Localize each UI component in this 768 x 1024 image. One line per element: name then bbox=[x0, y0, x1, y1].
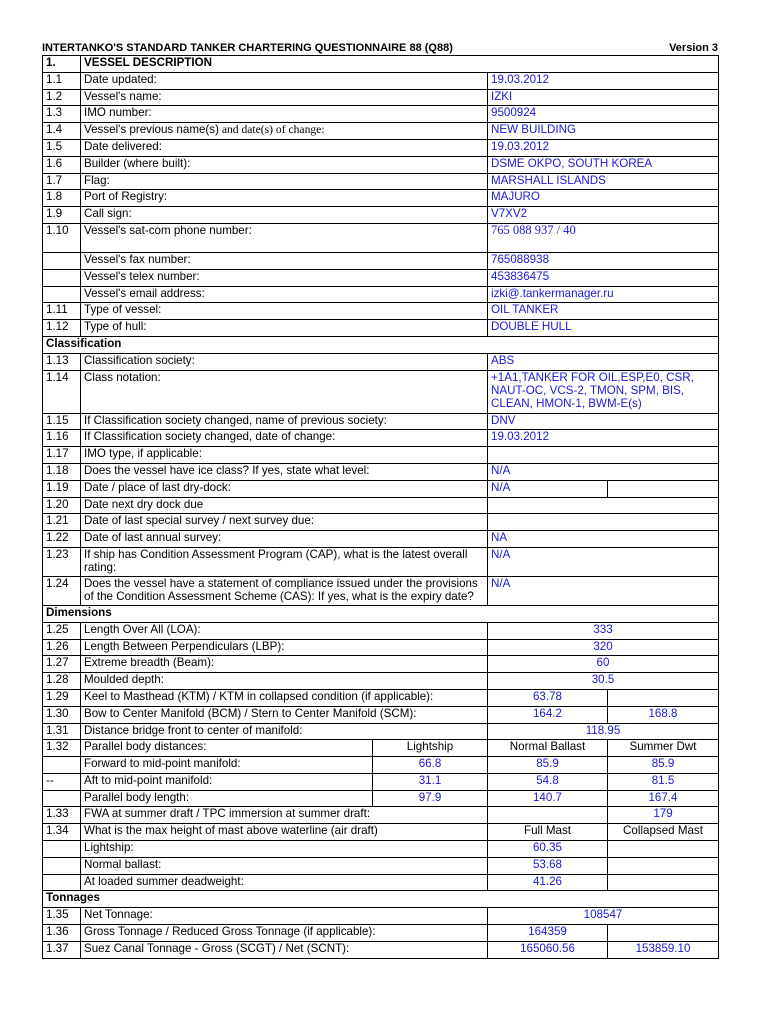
row-value: DNV bbox=[488, 413, 719, 430]
row-number: 1.8 bbox=[43, 190, 81, 207]
full-mast-value: 53.68 bbox=[488, 857, 608, 874]
table-row bbox=[43, 89, 719, 106]
table-row bbox=[43, 303, 719, 320]
row-value: N/A bbox=[488, 463, 719, 480]
row-value: +1A1,TANKER FOR OIL,ESP,E0, CSR, NAUT-OC, VCS-2, TMON, SPM, BIS, CLEAN, HMON-1, BWM-E(s) bbox=[488, 370, 719, 413]
column-header-lightship: Lightship bbox=[373, 740, 488, 757]
row-value: 108547 bbox=[488, 908, 719, 925]
row-number: 1.4 bbox=[43, 123, 81, 140]
collapsed-mast-value bbox=[608, 857, 719, 874]
table-row bbox=[43, 622, 719, 639]
table-row bbox=[43, 841, 719, 858]
section-header-row bbox=[43, 56, 719, 73]
row-number: 1.6 bbox=[43, 156, 81, 173]
row-label: Type of vessel: bbox=[81, 303, 488, 320]
subsection-title: Tonnages bbox=[43, 891, 719, 908]
row-number: 1.14 bbox=[43, 370, 81, 413]
row-value-extra bbox=[608, 689, 719, 706]
row-label: Lightship: bbox=[81, 841, 488, 858]
summer-dwt-value: 81.5 bbox=[608, 773, 719, 790]
table-row bbox=[43, 857, 719, 874]
row-label: FWA at summer draft / TPC immersion at summer draft: bbox=[81, 807, 488, 824]
lightship-value: 66.8 bbox=[373, 757, 488, 774]
row-value: izki@.tankermanager.ru bbox=[488, 286, 719, 303]
table-row bbox=[43, 123, 719, 140]
row-number: 1.12 bbox=[43, 320, 81, 337]
table-row bbox=[43, 656, 719, 673]
table-row bbox=[43, 413, 719, 430]
row-label: Does the vessel have a statement of compliance issued under the provisions of the Condition Assessment Scheme (CAS): If yes, what is the expiry date? bbox=[81, 576, 488, 605]
row-number bbox=[43, 252, 81, 269]
row-label: Gross Tonnage / Reduced Gross Tonnage (if applicable): bbox=[81, 925, 488, 942]
row-number: 1.29 bbox=[43, 689, 81, 706]
row-number: 1.23 bbox=[43, 547, 81, 576]
row-number: 1.30 bbox=[43, 706, 81, 723]
table-row bbox=[43, 773, 719, 790]
table-row bbox=[43, 824, 719, 841]
row-label: If Classification society changed, date of change: bbox=[81, 430, 488, 447]
section-title: VESSEL DESCRIPTION bbox=[81, 56, 719, 73]
row-number: 1.31 bbox=[43, 723, 81, 740]
questionnaire-header bbox=[42, 42, 718, 54]
row-number: 1.17 bbox=[43, 447, 81, 464]
row-value bbox=[488, 447, 719, 464]
row-number: 1.9 bbox=[43, 207, 81, 224]
row-value: 63.78 bbox=[488, 689, 608, 706]
row-value: 9500924 bbox=[488, 106, 719, 123]
scgt-value: 165060.56 bbox=[488, 941, 608, 958]
row-label: Flag: bbox=[81, 173, 488, 190]
normal-ballast-value: 85.9 bbox=[488, 757, 608, 774]
row-number: 1.21 bbox=[43, 514, 81, 531]
table-row bbox=[43, 190, 719, 207]
row-number: 1.36 bbox=[43, 925, 81, 942]
row-label: Classification society: bbox=[81, 353, 488, 370]
row-value: 118.95 bbox=[488, 723, 719, 740]
row-value: N/A bbox=[488, 576, 719, 605]
summer-dwt-value: 85.9 bbox=[608, 757, 719, 774]
table-row bbox=[43, 941, 719, 958]
version-label: Version 3 bbox=[669, 42, 718, 54]
row-number: 1.26 bbox=[43, 639, 81, 656]
row-label: If ship has Condition Assessment Program (CAP), what is the latest overall rating: bbox=[81, 547, 488, 576]
row-label: Parallel body distances: bbox=[81, 740, 373, 757]
row-label: If Classification society changed, name of previous society: bbox=[81, 413, 488, 430]
row-number bbox=[43, 790, 81, 807]
normal-ballast-value: 54.8 bbox=[488, 773, 608, 790]
row-number: 1.2 bbox=[43, 89, 81, 106]
table-row bbox=[43, 139, 719, 156]
table-row bbox=[43, 689, 719, 706]
row-number: 1.33 bbox=[43, 807, 81, 824]
table-row bbox=[43, 447, 719, 464]
row-value: 60 bbox=[488, 656, 719, 673]
row-number: 1.18 bbox=[43, 463, 81, 480]
row-value: 19.03.2012 bbox=[488, 430, 719, 447]
table-row bbox=[43, 925, 719, 942]
table-row bbox=[43, 790, 719, 807]
row-number bbox=[43, 269, 81, 286]
row-number bbox=[43, 874, 81, 891]
subsection-header-row bbox=[43, 605, 719, 622]
lightship-value: 31.1 bbox=[373, 773, 488, 790]
row-number: 1.13 bbox=[43, 353, 81, 370]
row-label: What is the max height of mast above waterline (air draft) bbox=[81, 824, 488, 841]
row-number: 1.34 bbox=[43, 824, 81, 841]
row-number: 1.11 bbox=[43, 303, 81, 320]
table-row bbox=[43, 430, 719, 447]
table-row bbox=[43, 576, 719, 605]
row-label: Bow to Center Manifold (BCM) / Stern to Center Manifold (SCM): bbox=[81, 706, 488, 723]
row-number bbox=[43, 841, 81, 858]
row-value: 19.03.2012 bbox=[488, 72, 719, 89]
row-value bbox=[488, 514, 719, 531]
row-number: -- bbox=[43, 773, 81, 790]
row-value: DOUBLE HULL bbox=[488, 320, 719, 337]
table-row bbox=[43, 757, 719, 774]
table-row bbox=[43, 531, 719, 548]
row-number: 1.35 bbox=[43, 908, 81, 925]
row-label: Suez Canal Tonnage - Gross (SCGT) / Net (SCNT): bbox=[81, 941, 488, 958]
row-label: Aft to mid-point manifold: bbox=[81, 773, 373, 790]
row-value: MAJURO bbox=[488, 190, 719, 207]
row-value: N/A bbox=[488, 547, 719, 576]
q88-table bbox=[42, 55, 719, 959]
row-label: Call sign: bbox=[81, 207, 488, 224]
row-number: 1.7 bbox=[43, 173, 81, 190]
row-label bbox=[81, 123, 488, 140]
row-label: Forward to mid-point manifold: bbox=[81, 757, 373, 774]
column-header-collapsed-mast: Collapsed Mast bbox=[608, 824, 719, 841]
row-label: Parallel body length: bbox=[81, 790, 373, 807]
table-row bbox=[43, 207, 719, 224]
row-value: 453836475 bbox=[488, 269, 719, 286]
table-row bbox=[43, 673, 719, 690]
collapsed-mast-value bbox=[608, 841, 719, 858]
row-label: Builder (where built): bbox=[81, 156, 488, 173]
row-label: Port of Registry: bbox=[81, 190, 488, 207]
row-value: 320 bbox=[488, 639, 719, 656]
row-number bbox=[43, 286, 81, 303]
row-number: 1.10 bbox=[43, 223, 81, 252]
row-label: Vessel's email address: bbox=[81, 286, 488, 303]
subsection-header-row bbox=[43, 891, 719, 908]
column-header-full-mast: Full Mast bbox=[488, 824, 608, 841]
row-value-extra bbox=[608, 480, 719, 497]
row-label: At loaded summer deadweight: bbox=[81, 874, 488, 891]
table-row bbox=[43, 156, 719, 173]
row-label: Extreme breadth (Beam): bbox=[81, 656, 488, 673]
summer-dwt-value: 167.4 bbox=[608, 790, 719, 807]
row-label: Moulded depth: bbox=[81, 673, 488, 690]
row-value: 765088938 bbox=[488, 252, 719, 269]
normal-ballast-value: 140.7 bbox=[488, 790, 608, 807]
subsection-title: Classification bbox=[43, 336, 719, 353]
row-value: DSME OKPO, SOUTH KOREA bbox=[488, 156, 719, 173]
row-label: Distance bridge front to center of manifold: bbox=[81, 723, 488, 740]
row-value-extra bbox=[608, 925, 719, 942]
table-row bbox=[43, 807, 719, 824]
row-number: 1.19 bbox=[43, 480, 81, 497]
full-mast-value: 60.35 bbox=[488, 841, 608, 858]
row-number: 1.22 bbox=[43, 531, 81, 548]
table-row bbox=[43, 639, 719, 656]
lightship-value: 97.9 bbox=[373, 790, 488, 807]
row-label: Vessel's fax number: bbox=[81, 252, 488, 269]
row-value: V7XV2 bbox=[488, 207, 719, 224]
section-number: 1. bbox=[43, 56, 81, 73]
table-row bbox=[43, 72, 719, 89]
collapsed-mast-value bbox=[608, 874, 719, 891]
row-label: Date updated: bbox=[81, 72, 488, 89]
row-label: Date of last special survey / next survey due: bbox=[81, 514, 488, 531]
table-row bbox=[43, 547, 719, 576]
subsection-title: Dimensions bbox=[43, 605, 719, 622]
row-number: 1.37 bbox=[43, 941, 81, 958]
row-label: Does the vessel have ice class? If yes, state what level: bbox=[81, 463, 488, 480]
row-label: Vessel's name: bbox=[81, 89, 488, 106]
row-label: Class notation: bbox=[81, 370, 488, 413]
row-number: 1.16 bbox=[43, 430, 81, 447]
bcm-value: 164.2 bbox=[488, 706, 608, 723]
row-label: Net Tonnage: bbox=[81, 908, 488, 925]
table-row bbox=[43, 320, 719, 337]
column-header-normal-ballast: Normal Ballast bbox=[488, 740, 608, 757]
row-value: N/A bbox=[488, 480, 608, 497]
row-label: Vessel's sat-com phone number: bbox=[81, 223, 488, 252]
row-value: 164359 bbox=[488, 925, 608, 942]
row-value: 30.5 bbox=[488, 673, 719, 690]
row-value: OIL TANKER bbox=[488, 303, 719, 320]
row-number: 1.1 bbox=[43, 72, 81, 89]
row-value-extra: 179 bbox=[608, 807, 719, 824]
row-number: 1.15 bbox=[43, 413, 81, 430]
column-header-summer-dwt: Summer Dwt bbox=[608, 740, 719, 757]
table-row bbox=[43, 706, 719, 723]
scnt-value: 153859.10 bbox=[608, 941, 719, 958]
table-row bbox=[43, 874, 719, 891]
row-number: 1.3 bbox=[43, 106, 81, 123]
row-value: 333 bbox=[488, 622, 719, 639]
row-number bbox=[43, 857, 81, 874]
table-row bbox=[43, 353, 719, 370]
table-row bbox=[43, 173, 719, 190]
row-label: Date of last annual survey: bbox=[81, 531, 488, 548]
row-value: NEW BUILDING bbox=[488, 123, 719, 140]
row-value bbox=[488, 497, 719, 514]
row-value: IZKI bbox=[488, 89, 719, 106]
row-label: Date / place of last dry-dock: bbox=[81, 480, 488, 497]
table-row bbox=[43, 740, 719, 757]
row-label: Normal ballast: bbox=[81, 857, 488, 874]
table-row bbox=[43, 908, 719, 925]
row-value: MARSHALL ISLANDS bbox=[488, 173, 719, 190]
table-row bbox=[43, 514, 719, 531]
row-number: 1.28 bbox=[43, 673, 81, 690]
row-value: 19.03.2012 bbox=[488, 139, 719, 156]
table-row bbox=[43, 252, 719, 269]
row-number: 1.32 bbox=[43, 740, 81, 757]
table-row bbox=[43, 480, 719, 497]
row-label: IMO type, if applicable: bbox=[81, 447, 488, 464]
row-number: 1.20 bbox=[43, 497, 81, 514]
table-row bbox=[43, 463, 719, 480]
row-value: 765 088 937 / 40 bbox=[488, 223, 719, 252]
row-number: 1.5 bbox=[43, 139, 81, 156]
row-value: NA bbox=[488, 531, 719, 548]
row-label: Keel to Masthead (KTM) / KTM in collapsed condition (if applicable): bbox=[81, 689, 488, 706]
row-value bbox=[488, 807, 608, 824]
row-label-part: and date(s) of change: bbox=[218, 123, 325, 137]
row-label: Length Between Perpendiculars (LBP): bbox=[81, 639, 488, 656]
subsection-header-row bbox=[43, 336, 719, 353]
row-value: ABS bbox=[488, 353, 719, 370]
table-row bbox=[43, 269, 719, 286]
scm-value: 168.8 bbox=[608, 706, 719, 723]
table-row bbox=[43, 286, 719, 303]
table-row bbox=[43, 106, 719, 123]
row-label: IMO number: bbox=[81, 106, 488, 123]
row-number: 1.24 bbox=[43, 576, 81, 605]
row-label: Type of hull: bbox=[81, 320, 488, 337]
row-label: Length Over All (LOA): bbox=[81, 622, 488, 639]
table-row bbox=[43, 370, 719, 413]
table-row bbox=[43, 723, 719, 740]
document-title: INTERTANKO'S STANDARD TANKER CHARTERING QUESTIONNAIRE 88 (Q88) bbox=[42, 42, 453, 54]
full-mast-value: 41.26 bbox=[488, 874, 608, 891]
row-number: 1.27 bbox=[43, 656, 81, 673]
row-label-part: Vessel's previous name(s) bbox=[84, 123, 219, 137]
row-label: Date delivered: bbox=[81, 139, 488, 156]
row-label: Vessel's telex number: bbox=[81, 269, 488, 286]
table-row bbox=[43, 497, 719, 514]
table-row bbox=[43, 223, 719, 252]
row-number bbox=[43, 757, 81, 774]
row-number: 1.25 bbox=[43, 622, 81, 639]
row-label: Date next dry dock due bbox=[81, 497, 488, 514]
